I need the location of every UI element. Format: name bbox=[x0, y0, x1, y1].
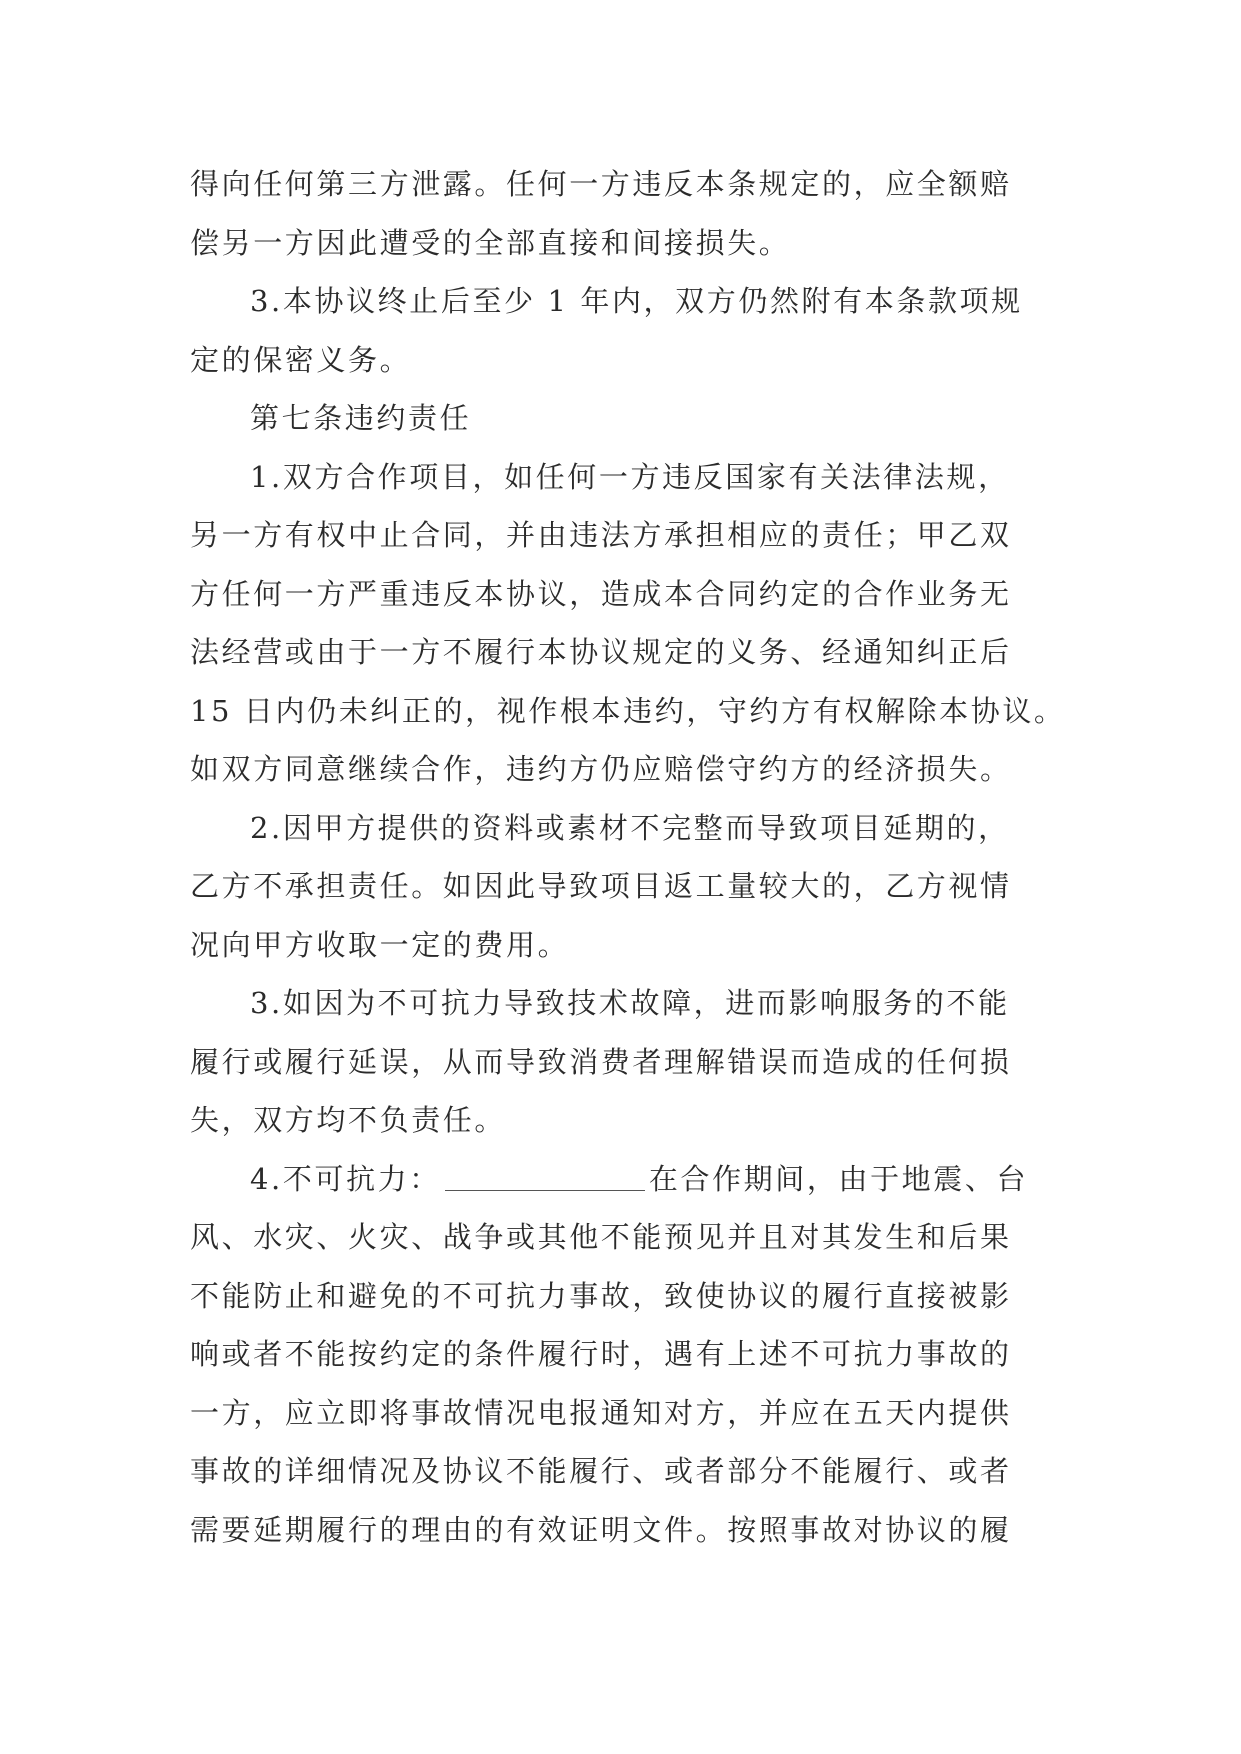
text-line: 不能防止和避免的不可抗力事故，致使协议的履行直接被影 bbox=[190, 1278, 1012, 1313]
text-line: 法经营或由于一方不履行本协议规定的义务、经通知纠正后 bbox=[190, 635, 1012, 669]
text-line: 需要延期履行的理由的有效证明文件。按照事故对协议的履 bbox=[190, 1512, 1012, 1547]
text-line: 风、水灾、火灾、战争或其他不能预见并且对其发生和后果 bbox=[190, 1220, 1012, 1254]
text-line: 履行或履行延误，从而导致消费者理解错误而造成的任何损 bbox=[190, 1044, 1012, 1079]
text-line bbox=[190, 1150, 1050, 1209]
text-line: 15 日内仍未纠正的，视作根本违约，守约方有权解除本协议。 bbox=[190, 693, 1066, 728]
text-line: 得向任何第三方泄露。任何一方违反本条规定的，应全额赔 bbox=[190, 167, 1012, 201]
text-line: 3.本协议终止后至少 1 年内，双方仍然附有本条款项规 bbox=[250, 284, 1023, 318]
force-majeure-text: 在合作期间，由于地震、台 bbox=[648, 1161, 1029, 1196]
text-line: 事故的详细情况及协议不能履行、或者部分不能履行、或者 bbox=[190, 1454, 1012, 1488]
text-line: 方任何一方严重违反本协议，造成本合同约定的合作业务无 bbox=[190, 576, 1012, 611]
text-line: 乙方不承担责任。如因此导致项目返工量较大的，乙方视情 bbox=[190, 869, 1012, 903]
document-body bbox=[190, 155, 1066, 1559]
text-line: 况向甲方收取一定的费用。 bbox=[190, 927, 570, 962]
text-line: 2.因甲方提供的资料或素材不完整而导致项目延期的， bbox=[250, 810, 1010, 845]
text-line: 响或者不能按约定的条件履行时，遇有上述不可抗力事故的 bbox=[190, 1337, 1012, 1371]
text-line: 另一方有权中止合同，并由违法方承担相应的责任；甲乙双 bbox=[190, 518, 1012, 552]
text-line: 偿另一方因此遭受的全部直接和间接损失。 bbox=[190, 225, 791, 260]
text-line: 1.双方合作项目，如任何一方违反国家有关法律法规， bbox=[250, 459, 1010, 494]
force-majeure-label: 4.不可抗力： bbox=[250, 1161, 441, 1196]
text-line: 3.如因为不可抗力导致技术故障，进而影响服务的不能 bbox=[250, 986, 1010, 1020]
fill-in-blank[interactable] bbox=[445, 1160, 645, 1191]
text-line: 如双方同意继续合作，违约方仍应赔偿守约方的经济损失。 bbox=[190, 752, 1012, 786]
text-line: 失，双方均不负责任。 bbox=[190, 1103, 507, 1137]
text-line: 定的保密义务。 bbox=[190, 342, 412, 377]
section-heading: 第七条违约责任 bbox=[250, 401, 472, 435]
text-line: 一方，应立即将事故情况电报通知对方，并应在五天内提供 bbox=[190, 1395, 1012, 1430]
